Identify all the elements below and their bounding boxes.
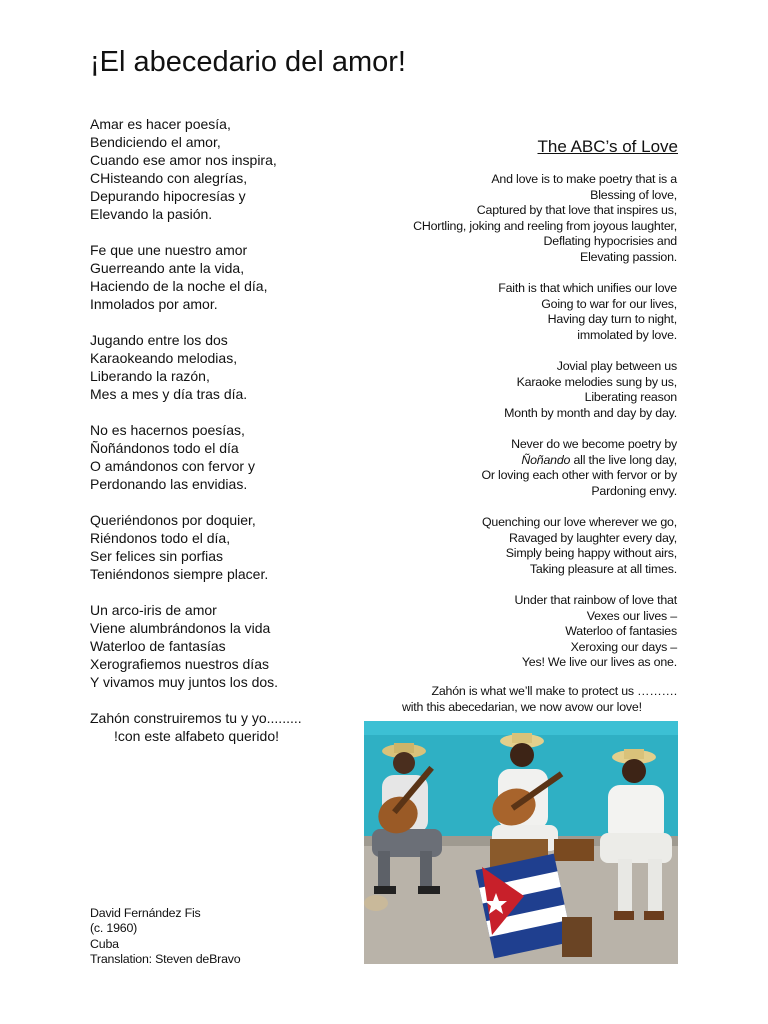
english-poem-line: Under that rainbow of love that: [514, 593, 677, 608]
english-poem-line: Never do we become poetry by: [511, 437, 677, 452]
english-poem-line: Month by month and day by day.: [504, 405, 677, 420]
spanish-poem-line: CHisteando con alegrías,: [90, 170, 248, 186]
english-stanza: [360, 359, 677, 421]
english-stanza: [360, 593, 677, 671]
spanish-poem-line: O amándonos con fervor y: [90, 458, 255, 474]
english-poem-line: Karaoke melodies sung by us,: [516, 374, 677, 389]
spanish-poem-line: Haciendo de la noche el día,: [90, 278, 268, 294]
english-poem-line: Going to war for our lives,: [541, 296, 677, 311]
spanish-poem-line: Elevando la pasión.: [90, 206, 213, 222]
english-closing-line: with this abecedarian, we now avow our love!: [402, 699, 642, 714]
author-country: Cuba: [90, 936, 119, 951]
english-poem-line: Xeroxing our days –: [570, 639, 677, 654]
musicians-photo: [364, 721, 678, 964]
english-poem-line: Blessing of love,: [590, 187, 677, 202]
translator-credit: Translation: Steven deBravo: [90, 952, 241, 967]
spanish-poem-line: Mes a mes y día tras día.: [90, 386, 248, 402]
english-closing-line: Zahón is what we’ll make to protect us ……….: [431, 684, 677, 698]
spanish-closing-line: Zahón construiremos tu y yo.........: [90, 710, 302, 726]
english-poem-line: Or loving each other with fervor or by: [481, 468, 677, 483]
spanish-poem-line: Riéndonos todo el día,: [90, 530, 231, 546]
spanish-poem-line: Un arco-iris de amor: [90, 602, 217, 618]
spanish-poem-line: Teniéndonos siempre placer.: [90, 566, 269, 582]
english-poem-line: Quenching our love wherever we go,: [481, 515, 677, 530]
english-poem-line: Captured by that love that inspires us,: [476, 203, 677, 218]
english-poem-line: Taking pleasure at all times.: [529, 561, 677, 576]
spanish-stanza: [90, 421, 360, 493]
english-stanza: [360, 515, 677, 577]
english-stanza: [360, 281, 677, 343]
spanish-poem-line: Xerografiemos nuestros días: [90, 656, 269, 672]
english-poem-line: Ñoñando all the live long day,: [521, 452, 677, 467]
english-poem-title: The ABC’s of Love: [537, 137, 678, 156]
spanish-poem: [90, 115, 360, 763]
spanish-poem-line: Liberando la razón,: [90, 368, 210, 384]
spanish-poem-line: Waterloo de fantasías: [90, 638, 226, 654]
english-poem-line: Deflating hypocrisies and: [543, 234, 677, 249]
spanish-poem-line: Queriéndonos por doquier,: [90, 512, 256, 528]
spanish-poem-line: Perdonando las envidias.: [90, 476, 248, 492]
spanish-stanza: [90, 115, 360, 223]
spanish-poem-line: Fe que une nuestro amor: [90, 242, 248, 258]
english-poem-line: Waterloo of fantasies: [565, 624, 677, 639]
english-poem-line: Jovial play between us: [556, 359, 677, 374]
spanish-poem-line: Guerreando ante la vida,: [90, 260, 245, 276]
spanish-poem-line: Viene alumbrándonos la vida: [90, 620, 271, 636]
spanish-poem-line: Cuando ese amor nos inspira,: [90, 152, 277, 168]
spanish-poem-line: Amar es hacer poesía,: [90, 116, 231, 132]
author-credits: [90, 906, 241, 968]
page-title: ¡El abecedario del amor!: [90, 46, 406, 78]
spanish-poem-line: Bendiciendo el amor,: [90, 134, 221, 150]
spanish-closing: [90, 709, 360, 745]
english-poem-line: Liberating reason: [584, 390, 677, 405]
spanish-poem-line: Karaokeando melodias,: [90, 350, 238, 366]
spanish-stanza: [90, 601, 360, 691]
english-poem-line: Having day turn to night,: [547, 312, 677, 327]
english-poem-line: Yes! We live our lives as one.: [521, 655, 677, 670]
english-stanza: [360, 437, 677, 499]
spanish-stanza: [90, 241, 360, 313]
english-stanza: [360, 172, 677, 266]
italic-word: Ñoñando: [521, 452, 571, 467]
english-poem-line: Pardoning envy.: [591, 483, 677, 498]
english-poem-line: Vexes our lives –: [586, 608, 677, 623]
spanish-poem-line: Inmolados por amor.: [90, 296, 218, 312]
english-poem: [360, 172, 677, 687]
english-poem-line: Simply being happy without airs,: [505, 546, 677, 561]
photo-three-cuban-musicians-icon: [364, 721, 678, 964]
spanish-poem-line: Ser felices sin porfias: [90, 548, 224, 564]
spanish-stanza: [90, 511, 360, 583]
author-name: David Fernández Fis: [90, 906, 201, 920]
english-poem-closing: [360, 684, 677, 715]
spanish-poem-line: Y vivamos muy juntos los dos.: [90, 674, 279, 690]
spanish-stanza: [90, 331, 360, 403]
english-poem-line: Ravaged by laughter every day,: [508, 530, 677, 545]
english-poem-line: Elevating passion.: [580, 249, 677, 264]
spanish-poem-line: Depurando hipocresías y: [90, 188, 246, 204]
spanish-poem-line: Jugando entre los dos: [90, 332, 228, 348]
spanish-poem-line: No es hacernos poesías,: [90, 422, 245, 438]
english-poem-line: And love is to make poetry that is a: [491, 172, 677, 186]
spanish-poem-line: Ñoñándonos todo el día: [90, 440, 239, 456]
english-poem-line: Faith is that which unifies our love: [498, 281, 677, 296]
author-date: (c. 1960): [90, 921, 138, 936]
english-poem-line: CHortling, joking and reeling from joyous laughter,: [413, 218, 677, 233]
spanish-closing-line: !con este alfabeto querido!: [114, 728, 280, 744]
english-poem-line: immolated by love.: [577, 327, 677, 342]
